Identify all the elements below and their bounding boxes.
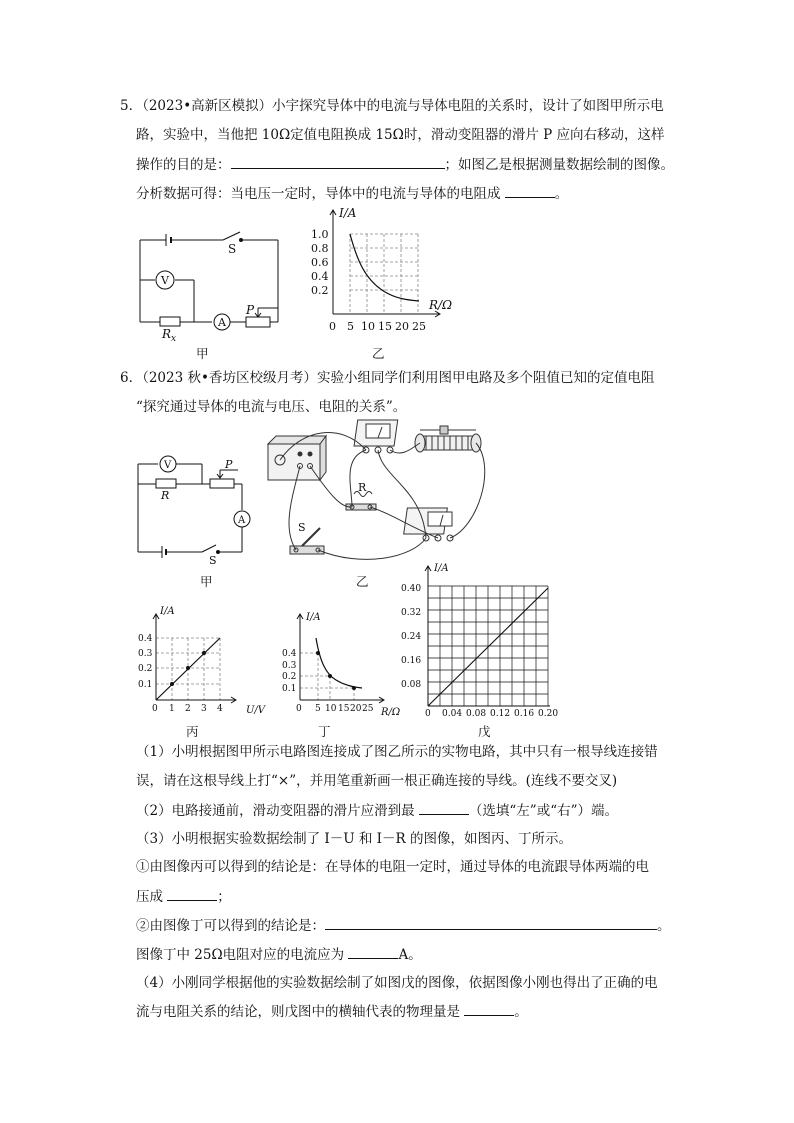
q5-ytick: 1.0	[311, 228, 329, 241]
q6-bing-ytick: 0.4	[138, 634, 153, 644]
q6-bing-xtick: 1	[169, 704, 175, 714]
q6-part1-line1: （1）小明根据图甲所示电路图连接成了图乙所示的实物电路，其中只有一根导线连接错	[136, 744, 658, 760]
q6-wu-ytick: 0.24	[401, 632, 422, 642]
q6-bing-origin: 0	[152, 704, 158, 714]
q6-answer-blank-2[interactable]	[419, 800, 469, 815]
q5-circuit-diagram	[128, 228, 298, 343]
q6-fig-yi-caption: 乙	[356, 574, 369, 589]
q6-ding-xtick: 10	[325, 704, 337, 714]
q6-ding-origin: 0	[296, 704, 302, 714]
q6-ammeter-label: A	[238, 515, 246, 526]
q5-ytick: 0.2	[311, 284, 329, 297]
q6-part3-2: ②由图像丁可以得到的结论是： 。	[136, 915, 671, 936]
q6-ding-xtick: 15	[338, 704, 350, 714]
q6-voltmeter-label: V	[164, 460, 172, 471]
q5-slider-label: P	[246, 303, 255, 317]
q6-ding-ytick: 0.1	[282, 684, 297, 694]
q6-bing-ylabel: I/A	[160, 606, 175, 617]
q6-wu-ylabel: I/A	[434, 563, 449, 574]
q6-ding-xtick: 25	[362, 704, 374, 714]
q6-wu-ytick: 0.40	[401, 584, 422, 594]
q5-number: 5．	[120, 98, 143, 114]
q5-line4: 分析数据可得：当电压一定时，导体中的电流与导体的电阻成 。	[136, 183, 568, 204]
q6-physical-circuit	[262, 418, 494, 568]
q6-answer-blank-3-3[interactable]	[348, 944, 398, 959]
q6-bing-xlabel: U/V	[246, 705, 266, 716]
q6-fig-bing-caption: 丙	[186, 724, 199, 739]
q6-part3-3: 图像丁中 25Ω电阻对应的电流应为 A。	[136, 944, 422, 965]
q6-bing-ytick: 0.3	[138, 649, 153, 659]
q6-wu-xtick: 0.16	[514, 709, 535, 719]
q6-part3-1-line1: ①由图像丙可以得到的结论是：在导体的电阻一定时，通过导体的电流跟导体两端的电	[136, 859, 649, 875]
q6-bing-xtick: 2	[185, 704, 191, 714]
q6-fig-ding-caption: 丁	[318, 724, 331, 739]
q6-ding-ylabel: I/A	[306, 612, 321, 623]
q5-answer-blank-2[interactable]	[505, 183, 555, 198]
q5-xtick: 10	[361, 320, 375, 333]
q6-number: 6．	[120, 370, 143, 386]
q5-answer-blank-1[interactable]	[231, 154, 445, 169]
q6-bing-xtick: 3	[201, 704, 207, 714]
q6-fig-wu-caption: 戊	[478, 724, 491, 739]
q5-resistor-label: $R_x$	[162, 327, 177, 343]
q6-ding-ytick: 0.4	[282, 649, 297, 659]
q6-graph-wu	[400, 558, 568, 720]
q5-fig-yi-caption: 乙	[372, 346, 385, 361]
q6-wu-origin: 0	[425, 709, 431, 719]
q5-line3: 操作的目的是： ；如图乙是根据测量数据绘制的图像。	[136, 154, 674, 175]
q5-xtick: 5	[347, 320, 354, 333]
q5-source: （2023•高新区模拟）	[142, 98, 273, 114]
q5-line1: 5．（2023•高新区模拟）小宇探究导体中的电流与导体电阻的关系时，设计了如图甲所示电	[120, 98, 664, 114]
q6-switch-label: S	[209, 554, 217, 564]
q6-line2: “探究通过导体的电流与电压、电阻的关系”。	[136, 399, 407, 415]
q5-ytick: 0.4	[311, 270, 329, 283]
q6-bing-ytick: 0.2	[138, 664, 153, 674]
q6-part3-1-line2: 压成 ；	[136, 886, 231, 907]
q6-wu-ytick: 0.08	[401, 680, 422, 690]
q6-graph-i-r	[280, 600, 406, 720]
q5-ammeter-label: A	[218, 316, 226, 329]
q6-ding-xtick: 5	[315, 704, 321, 714]
q6-physical-resistor-label: R	[358, 481, 367, 494]
q6-bing-ytick: 0.1	[138, 680, 153, 690]
q6-part4-line2: 流与电阻关系的结论，则戊图中的横轴代表的物理量是 。	[136, 1001, 528, 1022]
q6-circuit-diagram	[132, 452, 252, 564]
q6-physical-switch-label: S	[298, 521, 306, 534]
q5-line2: 路，实验中，当他把 10Ω定值电阻换成 15Ω时，滑动变阻器的滑片 P 应向右移动，这样	[136, 127, 665, 143]
q6-line1: 6．（2023 秋•香坊区校级月考）实验小组同学们利用图甲电路及多个阻值已知的定值电阻	[120, 370, 655, 386]
q6-graph-i-u	[136, 600, 266, 720]
q6-part4-line1: （4）小刚同学根据他的实验数据绘制了如图戊的图像，依据图像小刚也得出了正确的电	[136, 975, 658, 991]
q6-wu-ytick: 0.32	[401, 608, 422, 618]
q6-resistor-label: R	[161, 489, 170, 502]
q6-wu-xtick: 0.20	[538, 709, 559, 719]
q6-wu-xtick: 0.04	[442, 709, 463, 719]
q6-wu-xtick: 0.12	[490, 709, 511, 719]
q5-graph-xlabel: R/Ω	[429, 298, 453, 312]
q6-ding-ytick: 0.2	[282, 672, 297, 682]
q5-graph-i-r	[305, 200, 465, 340]
q6-answer-blank-3-1[interactable]	[167, 886, 217, 901]
q6-slider-label: P	[225, 458, 233, 471]
q6-ding-xlabel: R/Ω	[381, 707, 401, 718]
q6-ding-xtick: 20	[350, 704, 362, 714]
q6-answer-blank-3-2[interactable]	[325, 915, 657, 930]
q6-source: （2023 秋•香坊区校级月考）	[142, 370, 317, 386]
q5-graph-ylabel: I/A	[339, 206, 357, 220]
q6-bing-xtick: 4	[217, 704, 223, 714]
q6-ding-ytick: 0.3	[282, 661, 297, 671]
q6-answer-blank-4[interactable]	[464, 1001, 514, 1016]
q5-switch-label: S	[228, 242, 237, 256]
q6-part1-line2: 误，请在这根导线上打“×”，并用笔重新画一根正确连接的导线。(连线不要交叉)	[136, 773, 618, 789]
q5-voltmeter-label: V	[161, 274, 169, 287]
q6-wu-ytick: 0.16	[401, 656, 422, 666]
q5-ytick: 0.8	[311, 242, 329, 255]
q5-fig-jia-caption: 甲	[196, 346, 209, 361]
q5-ytick: 0.6	[311, 256, 329, 269]
q6-part2: （2）电路接通前，滑动变阻器的滑片应滑到最 （选填“左”或“右”）端。	[136, 800, 618, 821]
q5-xtick: 15	[378, 320, 392, 333]
q5-xtick: 20	[395, 320, 409, 333]
q5-graph-origin: 0	[329, 320, 336, 333]
q6-wu-xtick: 0.08	[466, 709, 487, 719]
q6-fig-jia-caption: 甲	[200, 574, 213, 589]
q6-part3: （3）小明根据实验数据绘制了 I－U 和 I－R 的图像，如图丙、丁所示。	[136, 831, 572, 847]
q5-xtick: 25	[412, 320, 426, 333]
